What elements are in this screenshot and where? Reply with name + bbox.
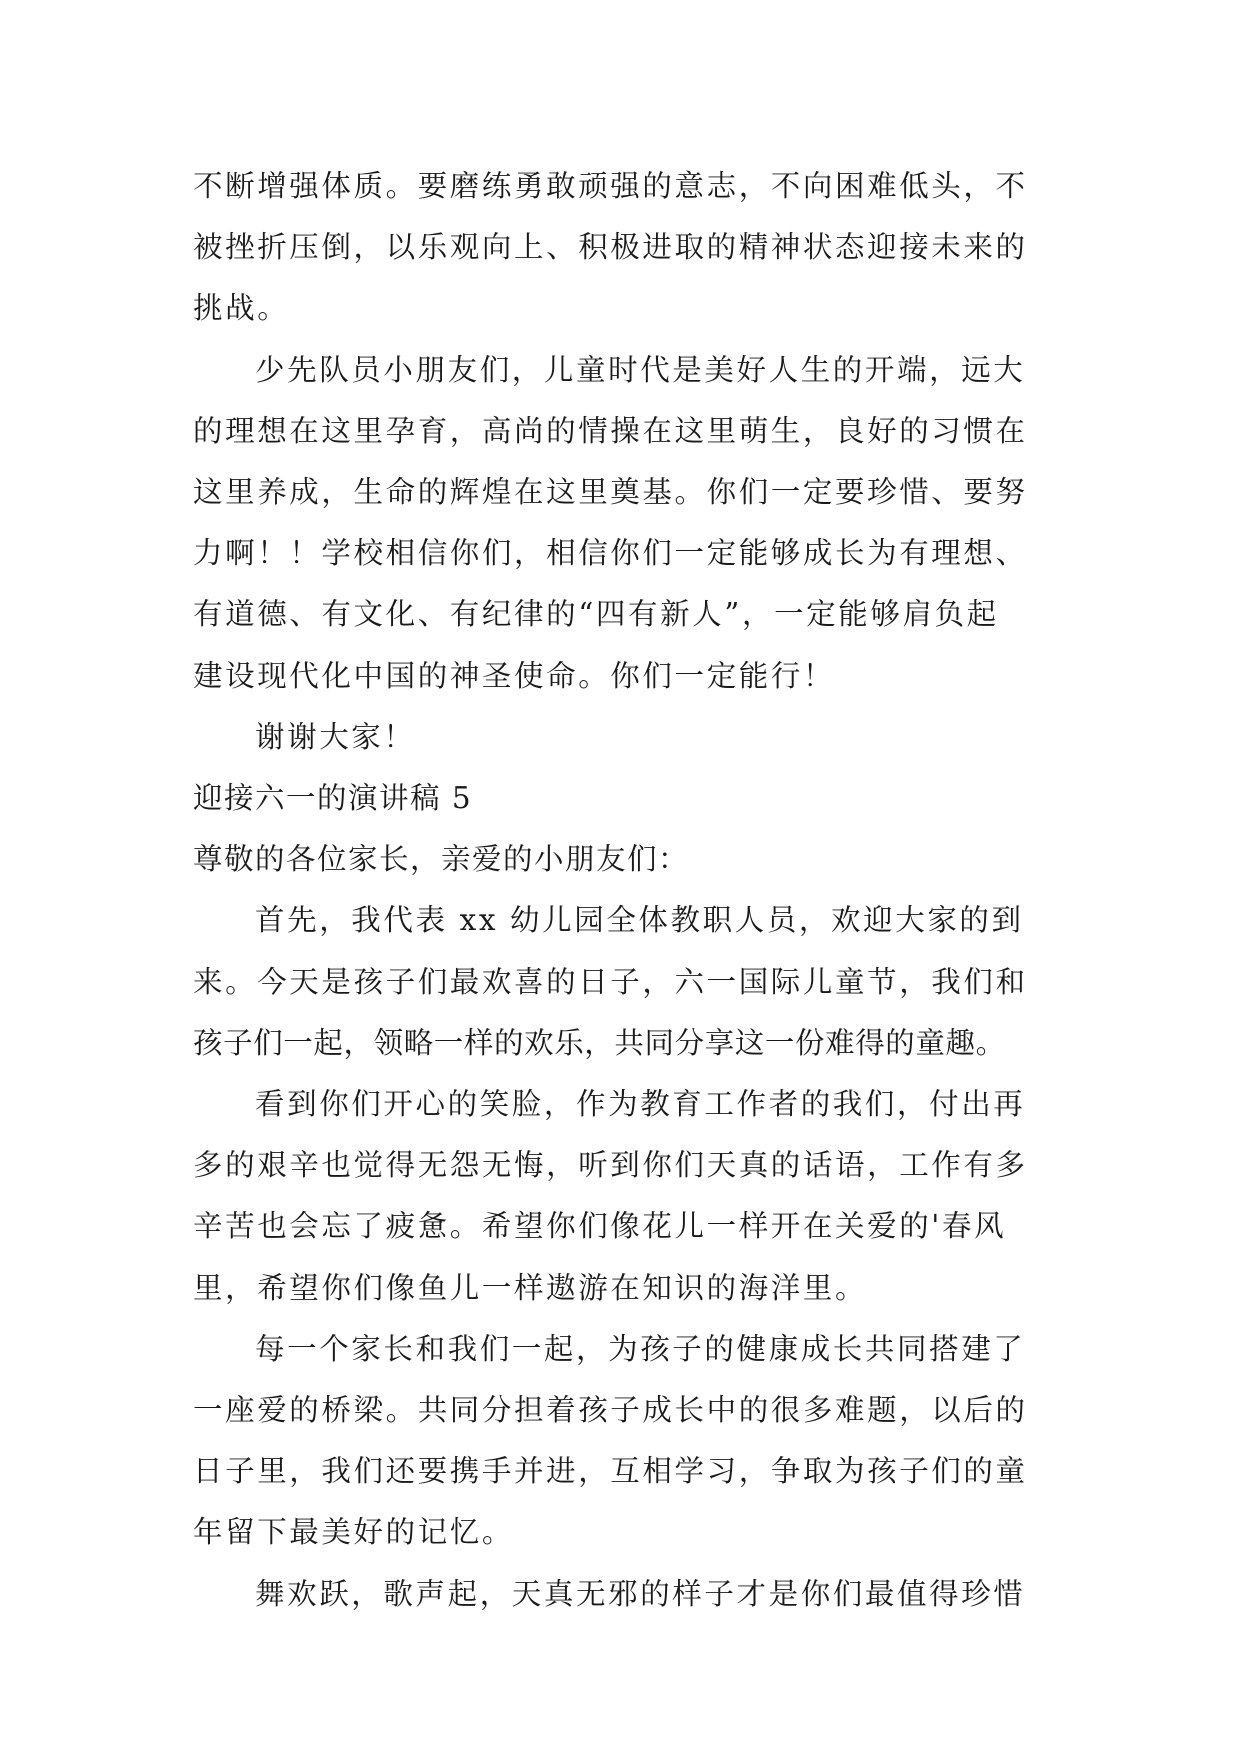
section-heading: 迎接六一的演讲稿 5 — [193, 781, 473, 816]
text-line: 少先队员小朋友们，儿童时代是美好人生的开端，远大 — [255, 352, 1026, 387]
text-line: 舞欢跃，歌声起，天真无邪的样子才是你们最值得珍惜 — [255, 1576, 1026, 1611]
text-line: 有道德、有文化、有纪律的“四有新人”，一定能够肩负起 — [193, 597, 999, 632]
salutation: 尊敬的各位家长，亲爱的小朋友们： — [193, 842, 690, 877]
paragraph-4 — [193, 890, 1055, 1074]
paragraph-5 — [193, 1074, 1055, 1319]
text-line: 首先，我代表 xx 幼儿园全体教职人员，欢迎大家的到 — [255, 903, 1024, 938]
text-line: 建设现代化中国的神圣使命。你们一定能行！ — [193, 658, 836, 693]
text-line: 来。今天是孩子们最欢喜的日子，六一国际儿童节，我们和 — [193, 964, 1028, 999]
paragraph-6 — [193, 1319, 1055, 1564]
text-line: 多的艰辛也觉得无怨无悔，听到你们天真的话语，工作有多 — [193, 1148, 1028, 1183]
text-line: 挑战。 — [193, 291, 290, 326]
text-line: 看到你们开心的笑脸，作为教育工作者的我们，付出再 — [255, 1087, 1026, 1122]
text-line: 被挫折压倒，以乐观向上、积极进取的精神状态迎接未来的 — [193, 230, 1028, 265]
text-line: 谢谢大家！ — [255, 719, 416, 754]
paragraph-2 — [193, 340, 1055, 707]
text-line: 的理想在这里孕育，高尚的情操在这里萌生，良好的习惯在 — [193, 413, 1028, 448]
text-line: 一座爱的桥梁。共同分担着孩子成长中的很多难题，以后的 — [193, 1393, 1028, 1428]
paragraph-3 — [193, 707, 1055, 768]
paragraph-1 — [193, 156, 1055, 340]
text-line: 力啊！！学校相信你们，相信你们一定能够成长为有理想、 — [193, 536, 1028, 571]
text-line: 孩子们一起，领略一样的欢乐，共同分享这一份难得的童趣。 — [193, 1025, 1006, 1060]
text-line: 日子里，我们还要携手并进，互相学习，争取为孩子们的童 — [193, 1454, 1028, 1489]
text-line: 辛苦也会忘了疲惫。希望你们像花儿一样开在关爱的'春风 — [193, 1209, 1007, 1244]
document-body — [193, 156, 1055, 1625]
text-line: 不断增强体质。要磨练勇敢顽强的意志，不向困难低头，不 — [193, 169, 1028, 203]
text-line: 这里养成，生命的辉煌在这里奠基。你们一定要珍惜、要努 — [193, 475, 1028, 510]
text-line: 年留下最美好的记忆。 — [193, 1515, 515, 1550]
paragraph-7 — [193, 1564, 1055, 1625]
text-line: 里，希望你们像鱼儿一样遨游在知识的海洋里。 — [193, 1270, 868, 1305]
text-line: 每一个家长和我们一起，为孩子的健康成长共同搭建了 — [255, 1331, 1026, 1366]
